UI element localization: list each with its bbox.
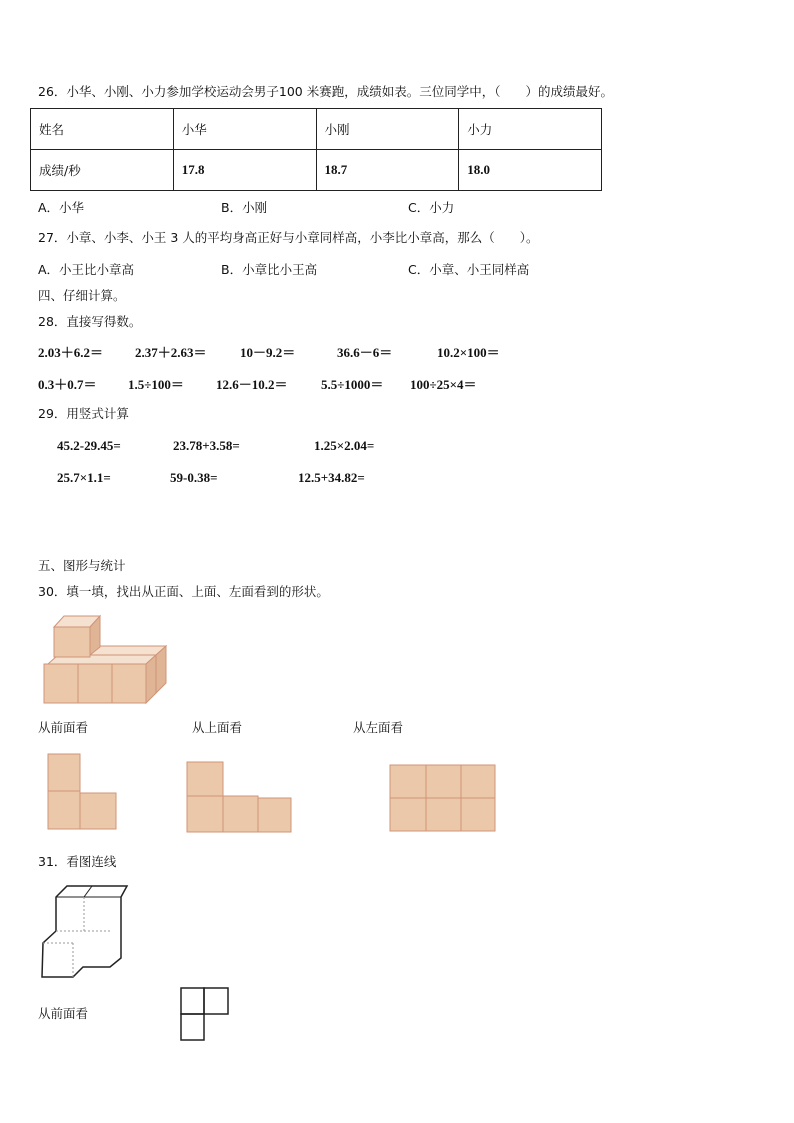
section-4-heading: 四、仔细计算。 xyxy=(38,288,126,303)
q28-item: 5.5÷1000＝ xyxy=(321,377,384,392)
table-cell: 小力 xyxy=(459,109,602,150)
q26-question: 26．小华、小刚、小力参加学校运动会男子100 米赛跑，成绩如表。三位同学中，（ ）的成绩最好。 xyxy=(38,84,613,99)
q27-option-a: A．小王比小章高 xyxy=(38,262,135,277)
q29-item: 1.25×2.04= xyxy=(314,438,375,453)
front-view-label: 从前面看 xyxy=(38,720,89,735)
q28-question: 28．直接写得数。 xyxy=(38,314,142,329)
section-5-heading: 五、图形与统计 xyxy=(38,558,126,573)
q31-front-view-label: 从前面看 xyxy=(38,1006,89,1021)
q28-item: 36.6－6＝ xyxy=(337,345,393,360)
top-view-label: 从上面看 xyxy=(192,720,243,735)
q26-option-b: B．小刚 xyxy=(221,200,268,215)
q29-item: 45.2-29.45= xyxy=(57,438,121,453)
q28-item: 10.2×100＝ xyxy=(437,345,500,360)
q27-question: 27．小章、小李、小王 3 人的平均身高正好与小章同样高，小李比小章高，那么（ ）。 xyxy=(38,230,539,245)
q26-option-c: C．小力 xyxy=(408,200,455,215)
q29-item: 12.5+34.82= xyxy=(298,470,365,485)
table-cell: 18.0 xyxy=(459,150,602,191)
q28-item: 12.6－10.2＝ xyxy=(216,377,288,392)
q26-option-a: A．小华 xyxy=(38,200,85,215)
q28-item: 0.3＋0.7＝ xyxy=(38,377,97,392)
q30-question: 30．填一填，找出从正面、上面、左面看到的形状。 xyxy=(38,584,329,599)
table-cell: 17.8 xyxy=(173,150,316,191)
q28-item: 2.03＋6.2＝ xyxy=(38,345,104,360)
q27-option-b: B．小章比小王高 xyxy=(221,262,318,277)
left-view-label: 从左面看 xyxy=(353,720,404,735)
table-cell: 18.7 xyxy=(316,150,459,191)
q31-question: 31．看图连线 xyxy=(38,854,117,869)
q28-item: 10－9.2＝ xyxy=(240,345,296,360)
q29-question: 29．用竖式计算 xyxy=(38,406,129,421)
table-cell: 成绩/秒 xyxy=(31,150,174,191)
front-view-grid xyxy=(181,988,228,1040)
q27-option-c: C．小章、小王同样高 xyxy=(408,262,530,277)
q29-item: 23.78+3.58= xyxy=(173,438,240,453)
q29-item: 25.7×1.1= xyxy=(57,470,111,485)
q28-item: 2.37＋2.63＝ xyxy=(135,345,207,360)
q28-item: 1.5÷100＝ xyxy=(128,377,184,392)
q28-item: 100÷25×4＝ xyxy=(410,377,477,392)
table-cell: 小刚 xyxy=(316,109,459,150)
table-cell: 小华 xyxy=(173,109,316,150)
table-cell: 姓名 xyxy=(31,109,174,150)
q29-item: 59-0.38= xyxy=(170,470,218,485)
